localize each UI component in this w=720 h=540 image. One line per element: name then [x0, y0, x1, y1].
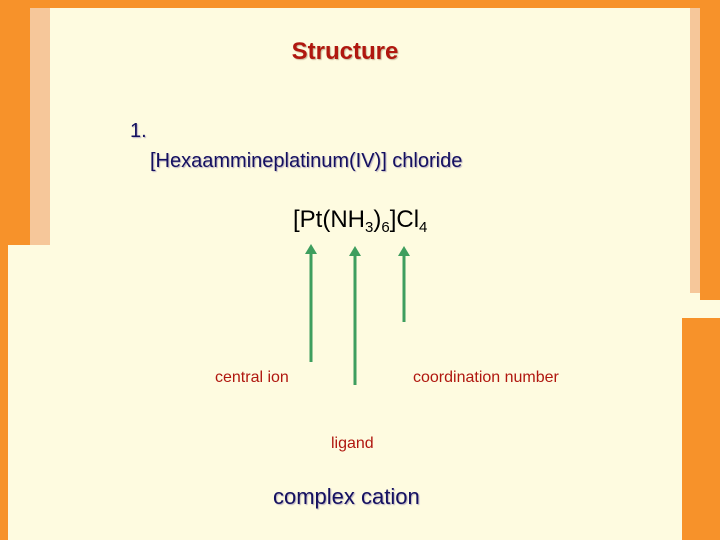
compound-name: [Hexaammineplatinum(IV)] chloride [150, 150, 463, 172]
formula-sub-nh3: 3 [365, 219, 374, 236]
label-coordination-number: coordination number [413, 369, 559, 386]
arrow-coordination-number-head [398, 246, 410, 256]
page-title: Structure [291, 38, 399, 65]
formula-close: ) [373, 206, 382, 233]
arrow-ligand-head [349, 246, 361, 256]
formula-bracket: ]Cl [389, 206, 420, 233]
label-central-ion: central ion [215, 369, 289, 386]
item-number: 1. [130, 120, 147, 142]
formula-sub-count: 6 [381, 219, 390, 236]
label-complex-cation: complex cation [273, 484, 420, 509]
arrow-central-ion-head [305, 244, 317, 254]
label-ligand: ligand [331, 435, 374, 452]
formula-open: [Pt(NH [293, 206, 365, 233]
formula-sub-cl: 4 [419, 219, 428, 236]
